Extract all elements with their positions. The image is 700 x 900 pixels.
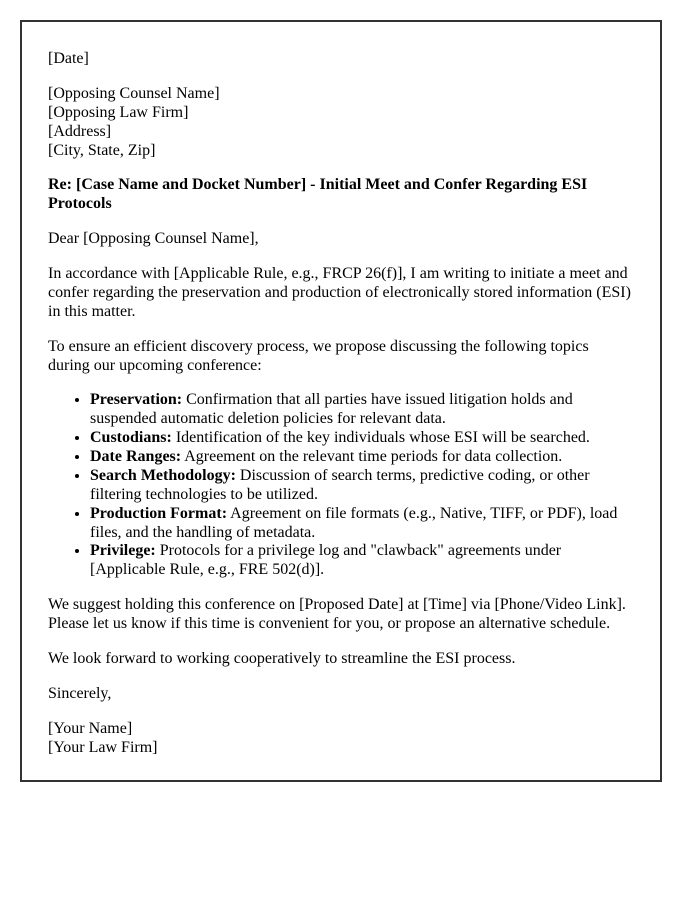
topic-text-custodians: Identification of the key individuals whose ESI will be searched. <box>171 429 590 447</box>
topic-label-privilege: Privilege: <box>90 542 156 560</box>
topic-label-date-ranges: Date Ranges: <box>90 448 182 465</box>
topic-item-search-methodology <box>90 467 634 505</box>
topic-label-search-methodology: Search Methodology: <box>90 466 236 484</box>
recipient-law-firm: [Opposing Law Firm] <box>48 103 189 121</box>
topic-item-custodians <box>90 429 634 448</box>
signature-name: [Your Name] <box>48 719 133 737</box>
letter-document <box>20 20 662 782</box>
subject-line: Re: [Case Name and Docket Number] - Initial Meet and Confer Regarding ESI Protocols <box>48 176 588 213</box>
topic-text-date-ranges: Agreement on the relevant time periods for data collection. <box>181 448 563 465</box>
signature-firm: [Your Law Firm] <box>48 738 158 756</box>
salutation: Dear [Opposing Counsel Name], <box>48 230 259 248</box>
topic-item-privilege <box>90 542 634 580</box>
topic-text-preservation: Confirmation that all parties have issued litigation holds and suspended automatic deletion policies for relevant data. <box>90 391 573 428</box>
date-line: [Date] <box>48 50 89 67</box>
intro-paragraph: In accordance with [Applicable Rule, e.g., FRCP 26(f)], I am writing to initiate a meet and confer regarding the preservation and production of electronically stored information (ESI) in this matter. <box>48 265 631 320</box>
topic-label-custodians: Custodians: <box>90 429 172 447</box>
sign-off: Sincerely, <box>48 684 112 702</box>
topic-text-production-format: Agreement on file formats (e.g., Native, TIFF, or PDF), load files, and the handling of metadata. <box>90 504 618 541</box>
topic-label-production-format: Production Format: <box>90 504 228 522</box>
topic-label-preservation: Preservation: <box>90 391 183 409</box>
topic-text-search-methodology: Discussion of search terms, predictive coding, or other filtering technologies to be utilized. <box>90 466 590 503</box>
recipient-city-state-zip: [City, State, Zip] <box>48 141 156 159</box>
recipient-counsel-name: [Opposing Counsel Name] <box>48 84 220 102</box>
topic-item-preservation <box>90 391 634 429</box>
scheduling-paragraph: We suggest holding this conference on [Proposed Date] at [Time] via [Phone/Video Link]. Please let us know if this time is convenient for you, or propose an alternative schedule. <box>48 596 626 632</box>
cooperation-paragraph: We look forward to working cooperatively to streamline the ESI process. <box>48 649 516 667</box>
topic-item-production-format <box>90 505 634 543</box>
topic-text-privilege: Protocols for a privilege log and "clawback" agreements under [Applicable Rule, e.g., FRE 502(d)]. <box>90 542 562 579</box>
topics-list <box>48 391 634 580</box>
recipient-address-block <box>48 85 634 161</box>
topics-lead-in-paragraph: To ensure an efficient discovery process, we propose discussing the following topics during our upcoming conference: <box>48 337 589 374</box>
topic-item-date-ranges <box>90 448 634 467</box>
recipient-address: [Address] <box>48 122 112 140</box>
signature-block <box>48 720 634 758</box>
